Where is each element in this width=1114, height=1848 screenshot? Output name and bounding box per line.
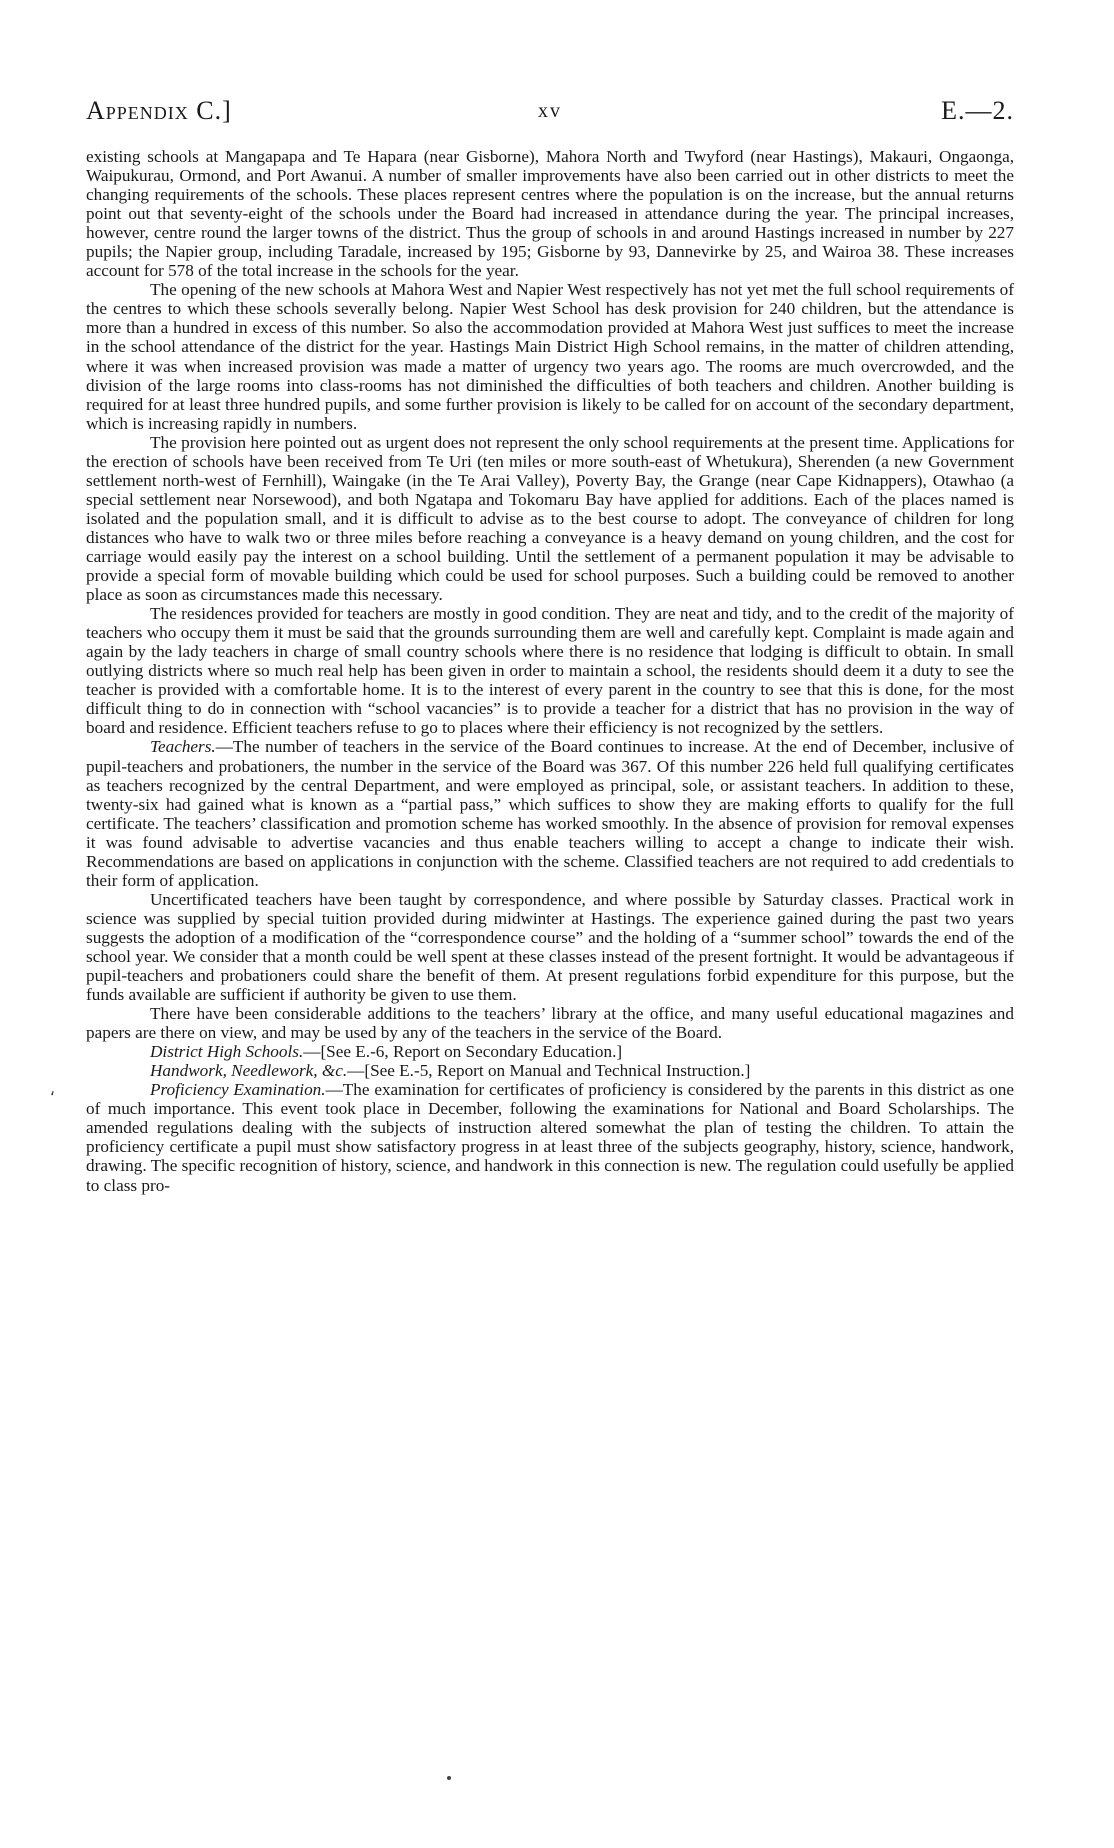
margin-mark-icon: ⸲ (50, 1080, 55, 1097)
paragraph-school-improvements (86, 147, 1014, 280)
section-heading-proficiency-examination: Proficiency Examination. (150, 1080, 326, 1100)
paragraph-teacher-residences (86, 604, 1014, 737)
paragraph-text: existing schools at Mangapapa and Te Hapara (near Gisborne), Mahora North and Twyford (near Hastings), Makauri, Ongaonga, Waipukurau, Ormond, and Port Awanui. A number of smaller improvements have also been carried out in other districts to meet the changing requirements of the schools. These places represent centres where the population is on the increase, but the annual returns point out that seventy-eight of the schools under the Board had increased in attendance during the year. The principal increases, however, centre round the larger towns of the district. Thus the group of schools in and around Hastings increased in number by 227 pupils; the Napier group, including Taradale, increased by 195; Gisborne by 93, Dannevirke by 25, and Wairoa 38. These increases account for 578 of the total increase in the schools for the year. (86, 147, 1014, 281)
section-heading-district-high-schools: District High Schools. (150, 1042, 304, 1062)
scan-dot-mark (447, 1776, 451, 1780)
paragraph-text: The residences provided for teachers are mostly in good condition. They are neat and tidy, and to the credit of the majority of teachers who occupy them it must be said that the grounds surrounding them are well and carefully kept. Complaint is made again and again by the lady teachers in charge of small country schools where there is no residence that lodging is difficult to obtain. In small outlying districts where so much real help has been given in order to maintain a school, the residents should deem it a duty to see the teacher is provided with a comfortable home. It is to the interest of every parent in the country to see that this is done, for the most difficult thing to do in connection with “school vacancies” is to provide a teacher for a district that has no provision in the way of board and residence. Efficient teachers refuse to go to places where their efficiency is not recognized by the settlers. (86, 604, 1014, 738)
paragraph-text: —[See E.-5, Report on Manual and Technical Instruction.] (347, 1061, 751, 1081)
paragraph-proficiency-examination (86, 1080, 1014, 1194)
paragraph-text: There have been considerable additions to the teachers’ library at the office, and many useful educational magazines and papers are there on view, and may be used by any of the teachers in the service of the Board. (86, 1004, 1014, 1043)
paragraph-text: —The examination for certificates of proficiency is considered by the parents in this district as one of much importance. This event took place in December, following the examinations for National and Board Scholarships. The amended regulations dealing with the subjects of instruction altered somewhat the plan of testing the children. To attain the proficiency certificate a pupil must show satisfactory progress in at least three of the subjects geography, history, science, handwork, drawing. The specific recognition of history, science, and handwork in this connection is new. The regulation could usefully be applied to class pro- (86, 1080, 1014, 1195)
paragraph-text: The opening of the new schools at Mahora West and Napier West respectively has not yet met the full school requirements of the centres to which these schools severally belong. Napier West School has desk provision for 240 children, but the attendance is more than a hundred in excess of this number. So also the accommodation provided at Mahora West just suffices to meet the increase in the school attendance of the district for the year. Hastings Main District High School remains, in the matter of children attending, where it was when increased provision was made a matter of urgency two years ago. The rooms are much overcrowded, and the division of the large rooms into class-rooms has not diminished the difficulties of both teachers and children. Another building is required for at least three hundred pupils, and some further provision is likely to be called for on account of the secondary department, which is increasing rapidly in numbers. (86, 280, 1014, 433)
paragraph-text: —[See E.-6, Report on Secondary Education.] (303, 1042, 623, 1062)
page-header (86, 96, 1014, 130)
paragraph-text: Uncertificated teachers have been taught by correspondence, and where possible by Saturday classes. Practical work in science was supplied by special tuition provided during midwinter at Hastings. The experience gained during the past two years suggests the adoption of a modification of the “correspondence course” and the holding of a “summer school” towards the end of the school year. We consider that a month could be well spent at these classes instead of the present fortnight. It would be advantageous if pupil-teachers and probationers could share the benefit of them. At present regulations forbid expenditure for this purpose, but the funds available are sufficient if authority be given to use them. (86, 889, 1014, 1005)
document-code: E.—2. (941, 96, 1014, 125)
appendix-label: Appendix C.] (86, 96, 232, 125)
paragraph-new-schools (86, 280, 1014, 432)
paragraph-teachers-library (86, 1004, 1014, 1042)
paragraph-district-high-schools (86, 1042, 1014, 1061)
document-body (86, 147, 1014, 1195)
paragraph-text: The provision here pointed out as urgent does not represent the only school requirements at the present time. Applications for the erection of schools have been received from Te Uri (ten miles or more south-east of Whetukura), Sherenden (a new Government settlement north-west of Fernhill), Waingake (in the Te Arai Valley), Poverty Bay, the Grange (near Cape Kidnappers), Otawhao (a special settlement near Norsewood), and both Ngatapa and Tokomaru Bay have applied for additions. Each of the places named is isolated and the population small, and it is difficult to advise as to the best course to adopt. The conveyance of children for long distances who have to walk two or three miles before reaching a conveyance is a heavy demand on young children, and the cost for carriage would easily pay the interest on a school building. Until the settlement of a permanent population it may be advisable to provide a special form of movable building which could be used for school purposes. Such a building could be removed to another place as soon as circumstances made this necessary. (86, 432, 1014, 605)
section-heading-teachers: Teachers. (150, 737, 216, 757)
paragraph-teachers (86, 737, 1014, 889)
section-heading-handwork: Handwork, Needlework, &c. (150, 1061, 348, 1081)
paragraph-text: —The number of teachers in the service of the Board continues to increase. At the end of December, inclusive of pupil-teachers and probationers, the number in the service of the Board was 367. Of this number 226 held full qualifying certificates as teachers recognized by the central Department, and were employed as principal, sole, or assistant teachers. In addition to these, twenty-six had gained what is known as a “partial pass,” which suffices to show they are making efforts to qualify for the full certificate. The teachers’ classification and promotion scheme has worked smoothly. In the absence of provision for removal expenses it was found advisable to advertise vacancies and thus enable teachers willing to accept a change to indicate their wish. Recommendations are based on applications in conjunction with the scheme. Classified teachers are not required to add credentials to their form of application. (86, 737, 1014, 890)
page-number: xv (538, 100, 562, 122)
paragraph-handwork (86, 1061, 1014, 1080)
paragraph-school-requirements (86, 433, 1014, 604)
paragraph-uncertificated-teachers (86, 890, 1014, 1004)
